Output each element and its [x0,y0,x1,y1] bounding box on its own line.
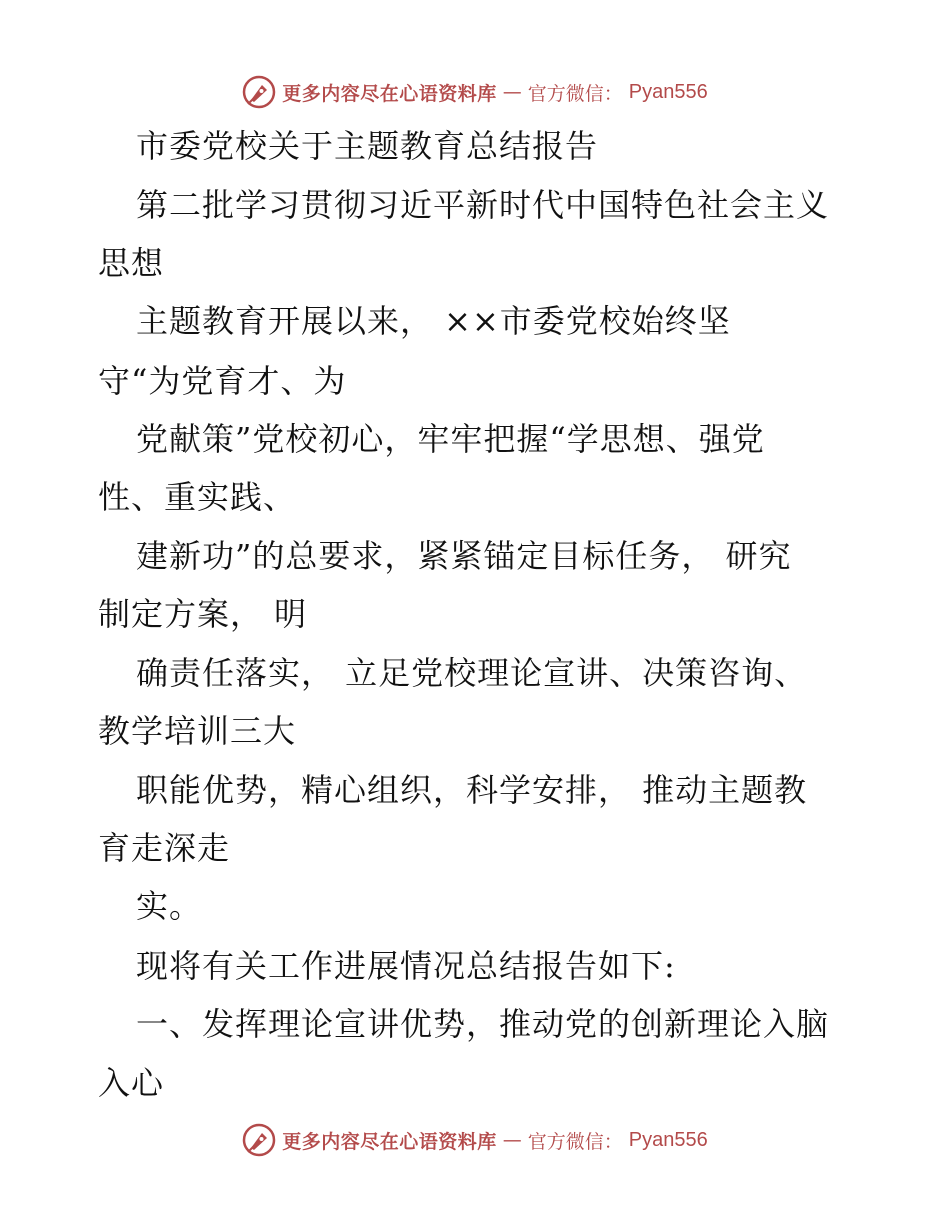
paragraph-line: 第二批学习贯彻习近平新时代中国特色社会主义 [136,186,830,224]
paragraph-line: 主题教育开展以来， ××市委党校始终坚 [136,302,731,340]
paragraph-line: 思想 [98,244,165,282]
paragraph-line: 入心 [98,1064,165,1102]
paragraph-line: 一、发挥理论宣讲优势，推动党的创新理论入脑 [136,1005,830,1043]
document-title: 市委党校关于主题教育总结报告 [136,127,599,165]
watermark-dash: — [502,1129,522,1151]
paragraph-line: 党献策”党校初心，牢牢把握“学思想、强党 [136,420,765,458]
watermark-dash: — [502,81,522,103]
paragraph-line: 现将有关工作进展情况总结报告如下: [136,947,676,985]
paragraph-line: 职能优势，精心组织，科学安排， 推动主题教 [136,771,808,809]
watermark-wechat-id: Pyan556 [628,1128,708,1151]
pen-nib-logo-icon [242,1123,276,1157]
paragraph-line: 育走深走 [98,829,231,867]
watermark-wechat-label: 官方微信： [527,1130,623,1153]
paragraph-line: 制定方案， 明 [98,595,308,633]
paragraph-line: 建新功”的总要求，紧紧锚定目标任务， 研究 [136,537,792,575]
paragraph-line: 教学培训三大 [98,712,297,750]
paragraph-line: 实。 [136,887,203,925]
watermark-wechat-label: 官方微信： [527,82,623,105]
watermark-text: 更多内容尽在心语资料库 [282,1130,497,1153]
paragraph-line: 确责任落实， 立足党校理论宣讲、决策咨询、 [136,654,808,692]
watermark-text: 更多内容尽在心语资料库 [282,82,497,105]
paragraph-line: 守“为党育才、为 [98,362,347,400]
watermark-banner-bottom [0,1118,950,1162]
watermark-wechat-id: Pyan556 [628,80,708,103]
paragraph-line: 性、重实践、 [98,478,297,516]
